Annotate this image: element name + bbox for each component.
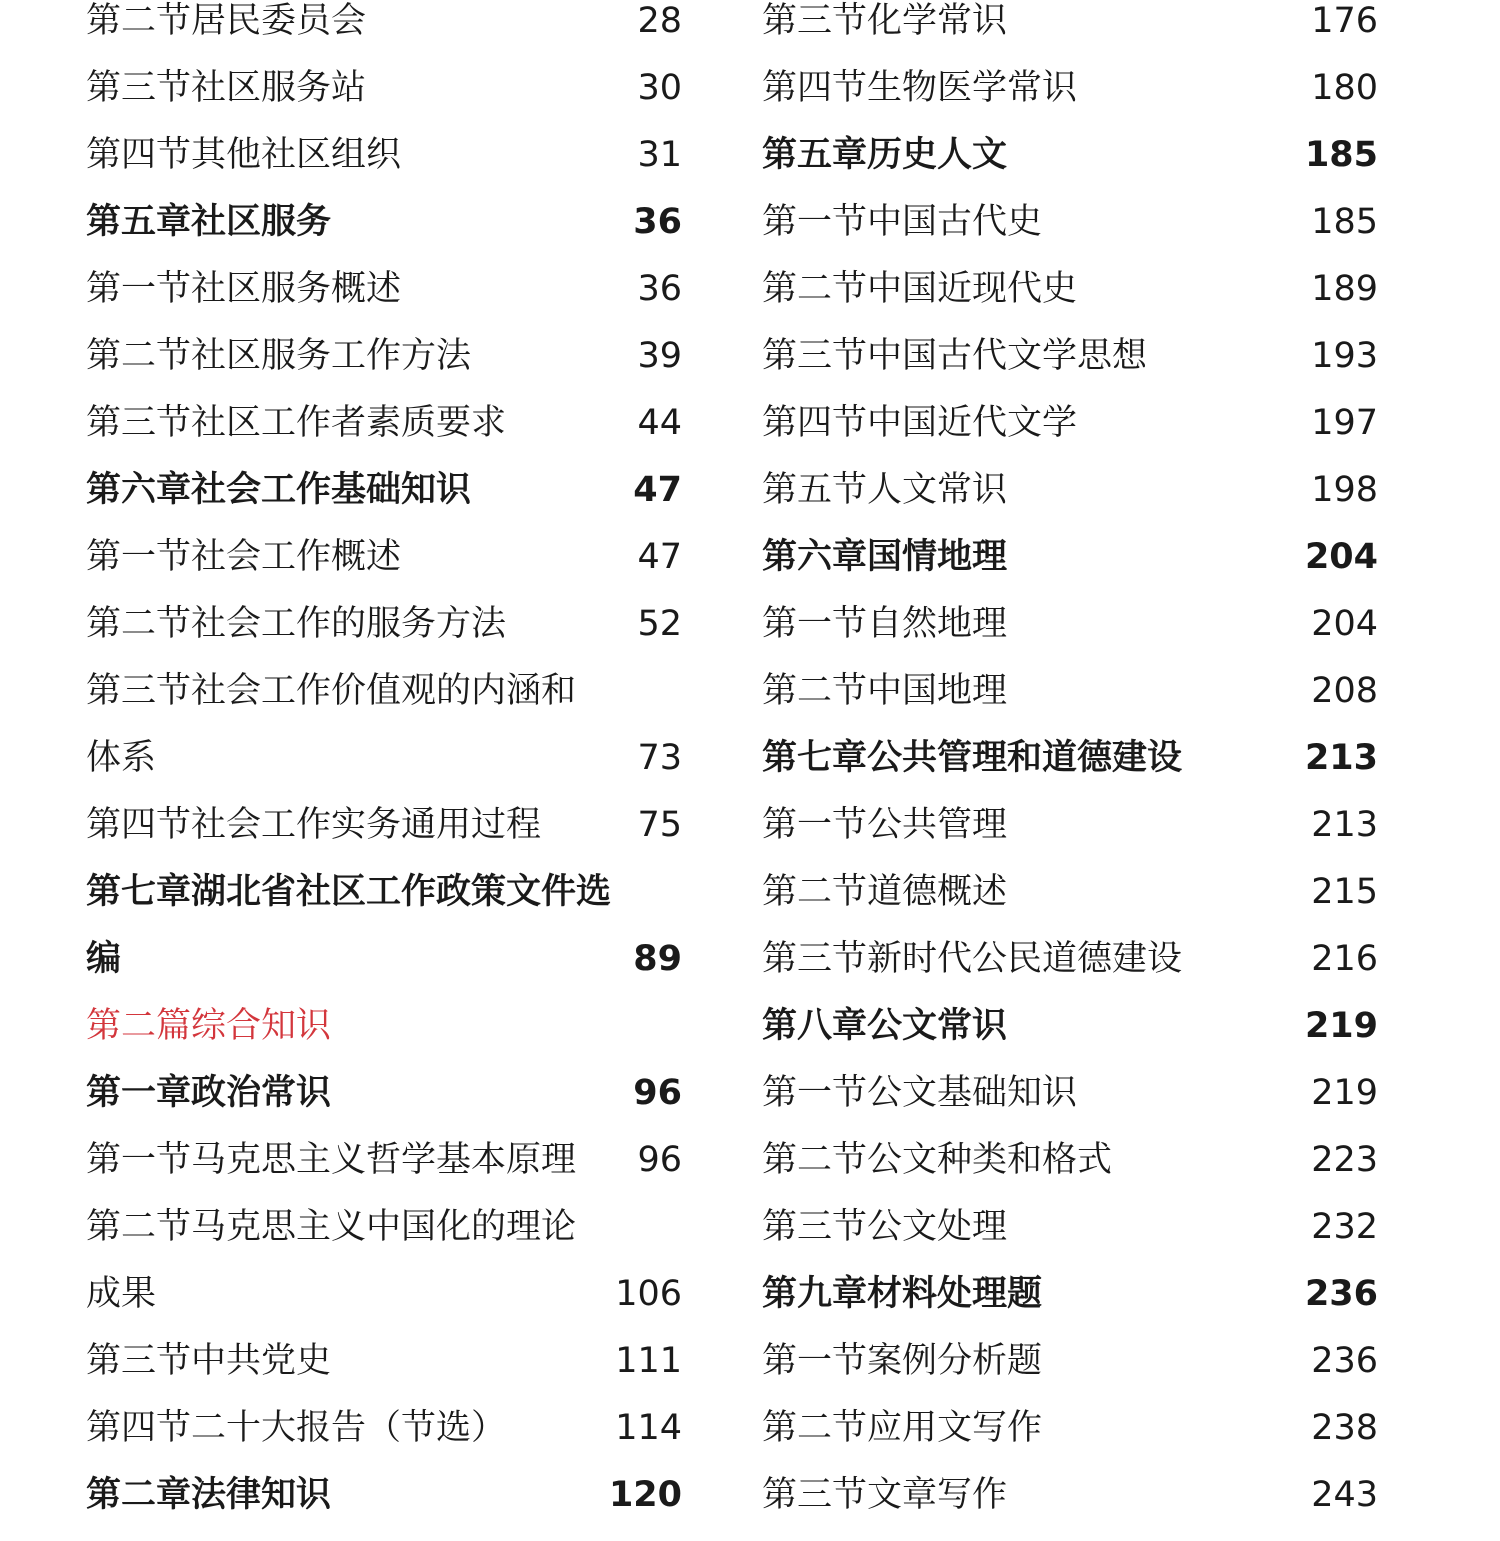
toc-entry-title: 第五章社区服务	[86, 202, 332, 242]
toc-entry	[762, 1395, 1378, 1462]
toc-entry-title: 第二篇综合知识	[86, 1006, 332, 1046]
toc-entry-title: 第二节居民委员会	[86, 1, 367, 41]
toc-entry-title: 编	[86, 939, 122, 979]
toc-entry-title: 第二章法律知识	[86, 1475, 332, 1515]
toc-entry-title: 第三节公文处理	[762, 1207, 1008, 1247]
toc-entry-title: 第三节社区工作者素质要求	[86, 403, 507, 443]
toc-entry	[762, 926, 1378, 993]
toc-entry-page: 106	[615, 1274, 682, 1314]
toc-entry-title: 第一节社区服务概述	[86, 269, 402, 309]
toc-entry-chapter	[86, 1060, 682, 1127]
toc-entry-title: 第三节社区服务站	[86, 68, 367, 108]
toc-left-column	[86, 0, 686, 1529]
toc-entry	[86, 1395, 682, 1462]
toc-entry	[762, 1194, 1378, 1261]
toc-entry	[86, 524, 682, 591]
toc-entry-page: 75	[637, 805, 682, 845]
toc-entry	[86, 591, 682, 658]
toc-entry-title: 第四节社会工作实务通用过程	[86, 805, 542, 845]
toc-entry-page: 213	[1311, 805, 1378, 845]
toc-entry-page: 208	[1311, 671, 1378, 711]
toc-entry-title: 第七章公共管理和道德建设	[762, 738, 1183, 778]
toc-entry-page: 204	[1304, 537, 1378, 577]
toc-entry	[86, 658, 682, 725]
toc-entry	[86, 55, 682, 122]
toc-entry-title: 第三节中共党史	[86, 1341, 332, 1381]
toc-entry	[86, 792, 682, 859]
toc-entry	[762, 1462, 1378, 1529]
toc-entry-page: 73	[637, 738, 682, 778]
toc-entry-page: 216	[1311, 939, 1378, 979]
toc-entry-page: 120	[608, 1475, 682, 1515]
toc-entry-page: 204	[1311, 604, 1378, 644]
toc-entry-title: 第二节马克思主义中国化的理论	[86, 1207, 577, 1247]
toc-entry-page: 36	[633, 202, 682, 242]
toc-entry	[86, 256, 682, 323]
toc-entry-page: 243	[1311, 1475, 1378, 1515]
toc-entry-title: 第五章历史人文	[762, 135, 1008, 175]
toc-entry-page: 215	[1311, 872, 1378, 912]
toc-entry-page: 30	[637, 68, 682, 108]
toc-entry-page: 232	[1311, 1207, 1378, 1247]
toc-entry-page: 47	[637, 537, 682, 577]
toc-entry	[762, 390, 1378, 457]
toc-entry	[86, 122, 682, 189]
toc-entry	[86, 1194, 682, 1261]
toc-entry-title: 第二节中国近现代史	[762, 269, 1078, 309]
toc-entry-title: 第三节化学常识	[762, 1, 1008, 41]
toc-entry	[762, 1127, 1378, 1194]
toc-entry-title: 第三节文章写作	[762, 1475, 1008, 1515]
toc-entry-page: 236	[1311, 1341, 1378, 1381]
toc-entry-title: 第一节公文基础知识	[762, 1073, 1078, 1113]
toc-entry-chapter	[86, 859, 682, 926]
toc-entry	[86, 725, 682, 792]
toc-entry-title: 第四节二十大报告（节选）	[86, 1408, 507, 1448]
toc-entry-title: 第二节中国地理	[762, 671, 1008, 711]
toc-entry-chapter	[762, 524, 1378, 591]
toc-part-heading	[86, 993, 682, 1060]
toc-entry-page: 39	[637, 336, 682, 376]
toc-entry-title: 第七章湖北省社区工作政策文件选	[86, 872, 612, 912]
toc-entry	[762, 792, 1378, 859]
toc-entry-page: 28	[637, 1, 682, 41]
toc-entry-title: 第四节生物医学常识	[762, 68, 1078, 108]
toc-entry	[86, 323, 682, 390]
toc-entry-chapter	[86, 189, 682, 256]
toc-entry-title: 第六章国情地理	[762, 537, 1008, 577]
toc-entry-chapter	[86, 457, 682, 524]
toc-entry-page: 223	[1311, 1140, 1378, 1180]
toc-entry-page: 185	[1304, 135, 1378, 175]
toc-entry	[762, 1328, 1378, 1395]
toc-entry-page: 52	[637, 604, 682, 644]
toc-entry	[86, 1127, 682, 1194]
toc-entry-chapter	[762, 1261, 1378, 1328]
toc-entry-page: 44	[637, 403, 682, 443]
toc-entry-page: 185	[1311, 202, 1378, 242]
toc-entry-chapter	[762, 122, 1378, 189]
toc-entry-title: 第八章公文常识	[762, 1006, 1008, 1046]
toc-entry-title: 第四节中国近代文学	[762, 403, 1078, 443]
toc-entry-title: 第五节人文常识	[762, 470, 1008, 510]
toc-entry	[86, 1328, 682, 1395]
toc-entry-title: 第三节社会工作价值观的内涵和	[86, 671, 577, 711]
toc-entry-chapter	[762, 725, 1378, 792]
toc-entry-page: 189	[1311, 269, 1378, 309]
toc-entry-title: 第二节社区服务工作方法	[86, 336, 472, 376]
toc-entry-chapter	[86, 926, 682, 993]
toc-entry-title: 体系	[86, 738, 157, 778]
toc-entry-title: 第二节公文种类和格式	[762, 1140, 1113, 1180]
toc-entry-page: 219	[1311, 1073, 1378, 1113]
toc-entry-title: 第一节案例分析题	[762, 1341, 1043, 1381]
toc-entry-title: 第二节社会工作的服务方法	[86, 604, 507, 644]
toc-entry	[762, 457, 1378, 524]
toc-entry-page: 197	[1311, 403, 1378, 443]
toc-entry-title: 第六章社会工作基础知识	[86, 470, 472, 510]
toc-entry-title: 第三节新时代公民道德建设	[762, 939, 1183, 979]
toc-entry-title: 成果	[86, 1274, 157, 1314]
toc-entry	[86, 0, 682, 55]
toc-entry-page: 96	[633, 1073, 682, 1113]
toc-entry-page: 47	[633, 470, 682, 510]
toc-entry-page: 111	[615, 1341, 682, 1381]
toc-entry	[86, 390, 682, 457]
toc-entry-page: 180	[1311, 68, 1378, 108]
toc-entry-page: 219	[1304, 1006, 1378, 1046]
toc-entry-page: 89	[633, 939, 682, 979]
toc-entry	[86, 1261, 682, 1328]
toc-entry-page: 114	[615, 1408, 682, 1448]
toc-entry	[762, 1060, 1378, 1127]
toc-entry-title: 第二节应用文写作	[762, 1408, 1043, 1448]
toc-entry-page: 36	[637, 269, 682, 309]
toc-entry-page: 238	[1311, 1408, 1378, 1448]
toc-entry-page: 193	[1311, 336, 1378, 376]
toc-entry	[762, 0, 1378, 55]
toc-entry-title: 第一节中国古代史	[762, 202, 1043, 242]
toc-entry-title: 第一章政治常识	[86, 1073, 332, 1113]
toc-entry-page: 213	[1304, 738, 1378, 778]
toc-entry	[762, 859, 1378, 926]
toc-entry-title: 第一节自然地理	[762, 604, 1008, 644]
toc-entry	[762, 256, 1378, 323]
toc-entry-chapter	[86, 1462, 682, 1529]
toc-entry	[762, 658, 1378, 725]
toc-entry	[762, 323, 1378, 390]
toc-entry-title: 第二节道德概述	[762, 872, 1008, 912]
toc-entry-title: 第一节社会工作概述	[86, 537, 402, 577]
toc-entry-page: 31	[637, 135, 682, 175]
toc-entry-title: 第四节其他社区组织	[86, 135, 402, 175]
toc-right-column	[762, 0, 1382, 1529]
toc-entry-title: 第一节马克思主义哲学基本原理	[86, 1140, 577, 1180]
toc-entry-chapter	[762, 993, 1378, 1060]
toc-entry-title: 第九章材料处理题	[762, 1274, 1043, 1314]
toc-entry-page: 96	[637, 1140, 682, 1180]
toc-entry-title: 第三节中国古代文学思想	[762, 336, 1148, 376]
toc-entry	[762, 55, 1378, 122]
toc-entry	[762, 591, 1378, 658]
toc-entry-title: 第一节公共管理	[762, 805, 1008, 845]
toc-entry-page: 198	[1311, 470, 1378, 510]
toc-entry-page: 236	[1304, 1274, 1378, 1314]
toc-entry	[762, 189, 1378, 256]
toc-entry-page: 176	[1311, 1, 1378, 41]
